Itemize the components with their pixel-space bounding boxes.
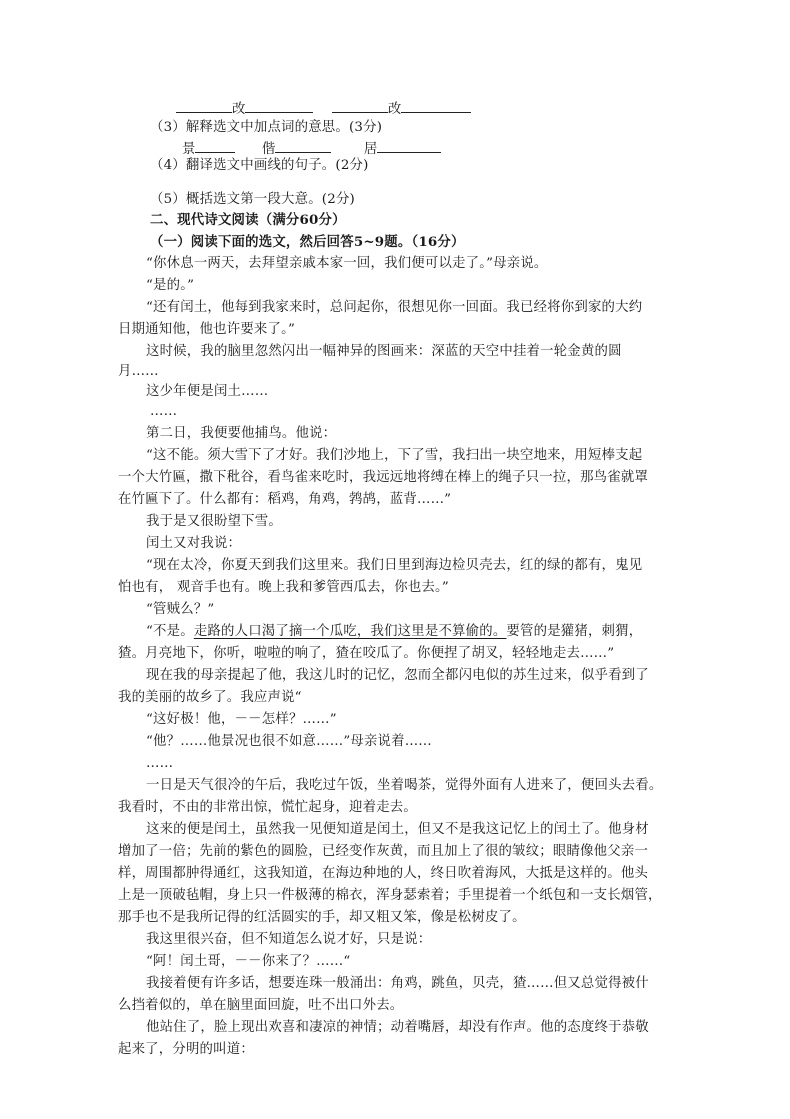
blank-word-1[interactable] bbox=[195, 138, 235, 153]
passage-line: 他站住了，脸上现出欢喜和凄凉的神情；动着嘴唇，却没有作声。他的态度终于恭敬 bbox=[146, 1020, 649, 1035]
passage-line: 增加了一倍；先前的紫色的圆脸，已经变作灰黄，而且加上了很的皱纹；眼睛像他父亲一 bbox=[118, 844, 649, 859]
passage-line: 那手也不是我所记得的红活圆实的手，却又粗又笨，像是松树皮了。 bbox=[118, 910, 526, 925]
blank-word-3[interactable] bbox=[377, 138, 441, 153]
passage-line: 么挡着似的，单在脑里面回旋，吐不出口外去。 bbox=[118, 998, 404, 1013]
passage-line: “他？……他景况也很不如意……”母亲说着…… bbox=[146, 734, 432, 749]
passage-line: 怕也有， 观音手也有。晚上我和爹管西瓜去，你也去。” bbox=[118, 580, 449, 595]
blank-label-b: 改 bbox=[387, 102, 402, 117]
passage-line: “是的。” bbox=[146, 278, 195, 293]
passage-line: 现在我的母亲提起了他，我这儿时的记忆，忽而全都闪电似的苏生过来，似乎看到了 bbox=[146, 668, 649, 683]
passage-line: 我这里很兴奋，但不知道怎么说才好，只是说： bbox=[146, 932, 432, 947]
blank-4[interactable] bbox=[401, 98, 471, 113]
passage-line: “现在太冷，你夏天到我们这里来。我们日里到海边检贝壳去，红的绿的都有，鬼见 bbox=[146, 558, 643, 573]
passage-line: “这不能。须大雪下了才好。我们沙地上，下了雪，我扫出一块空地来，用短棒支起 bbox=[146, 448, 643, 463]
question-4: （4）翻译选文中画线的句子。(2分) bbox=[150, 158, 369, 173]
underlined-sentence: 走路的人口渴了摘一个瓜吃，我们这里是不算偷的。 bbox=[193, 624, 507, 639]
passage-line-with-underline bbox=[146, 622, 706, 642]
blank-label-a: 改 bbox=[232, 102, 246, 117]
word-1: 景 bbox=[182, 142, 196, 157]
word-2: 偕 bbox=[261, 142, 276, 157]
fill-blank-row bbox=[176, 98, 471, 120]
passage-line: 我接着便有许多话，想要连珠一般涌出：角鸡，跳鱼，贝壳，猹……但又总觉得被什 bbox=[146, 976, 649, 991]
blank-word-2[interactable] bbox=[275, 138, 331, 153]
passage-line: “还有闰土，他每到我家来时，总问起你，很想见你一回面。我已经将你到家的大约 bbox=[146, 300, 643, 315]
passage-line: “这好极！他，－－怎样？……” bbox=[146, 712, 337, 727]
passage-text: “不是。 bbox=[146, 624, 194, 639]
blank-2[interactable] bbox=[245, 98, 313, 113]
passage-line: 这来的便是闰土，虽然我一见便知道是闰土，但又不是我这记忆上的闰土了。他身材 bbox=[146, 822, 649, 837]
passage-ellipsis: …… bbox=[146, 756, 174, 771]
passage-line: 猹。月亮地下，你听，啦啦的响了，猹在咬瓜了。你便捏了胡叉，轻轻地走去……” bbox=[118, 646, 615, 661]
passage-line: 上是一顶破毡帽，身上只一件极薄的棉衣，浑身瑟索着；手里提着一个纸包和一支长烟管， bbox=[118, 888, 662, 903]
passage-line: 我于是又很盼望下雪。 bbox=[146, 514, 282, 529]
passage-line: 月…… bbox=[118, 364, 159, 379]
passage-line: 日期通知他，他也许要来了。” bbox=[118, 322, 296, 337]
passage-line: 我的美丽的故乡了。我应声说“ bbox=[118, 690, 302, 705]
passage-line: 我看时，不由的非常出惊，慌忙起身，迎着走去。 bbox=[118, 800, 417, 815]
passage-line: 一个大竹匾，撒下秕谷，看鸟雀来吃时，我远远地将缚在棒上的绳子只一拉，那鸟雀就罩 bbox=[118, 470, 649, 485]
passage-ellipsis: …… bbox=[150, 404, 178, 419]
passage-line: “管贼么？” bbox=[146, 602, 215, 617]
subsection-heading: （一）阅读下面的选文，然后回答5~9题。（16分） bbox=[150, 234, 465, 250]
blank-1[interactable] bbox=[176, 98, 232, 113]
passage-line: “你休息一两天，去拜望亲戚本家一回，我们便可以走了。”母亲说。 bbox=[146, 256, 548, 271]
blank-3[interactable] bbox=[332, 98, 388, 113]
passage-line: 样，周围都肿得通红，这我知道，在海边种地的人，终日吹着海风，大抵是这样的。他头 bbox=[118, 866, 649, 881]
question-3: （3）解释选文中加点词的意思。(3分) bbox=[150, 120, 383, 135]
passage-line: 第二日，我便要他捕鸟。他说： bbox=[146, 426, 337, 441]
question-5: （5）概括选文第一段大意。(2分) bbox=[150, 192, 355, 207]
passage-line: 这时候，我的脑里忽然闪出一幅神异的图画来：深蓝的天空中挂着一轮金黄的圆 bbox=[146, 344, 622, 359]
passage-line: 闰土又对我说： bbox=[146, 536, 242, 551]
passage-line: 这少年便是闰土…… bbox=[146, 384, 269, 399]
passage-line: 一日是天气很冷的午后，我吃过午饭，坐着喝茶，觉得外面有人进来了，便回头去看。 bbox=[146, 778, 663, 793]
passage-line: 起来了，分明的叫道： bbox=[118, 1042, 254, 1057]
passage-line: “阿！闰土哥，－－你来了？……“ bbox=[146, 954, 351, 969]
word-3: 居 bbox=[363, 142, 378, 157]
section-heading: 二、现代诗文阅读（满分60分） bbox=[150, 212, 346, 228]
passage-text: 要管的是獾猪，刺猬， bbox=[506, 624, 643, 639]
passage-line: 在竹匾下了。什么都有：稻鸡，角鸡，鹁鸪，蓝背……” bbox=[118, 492, 452, 507]
